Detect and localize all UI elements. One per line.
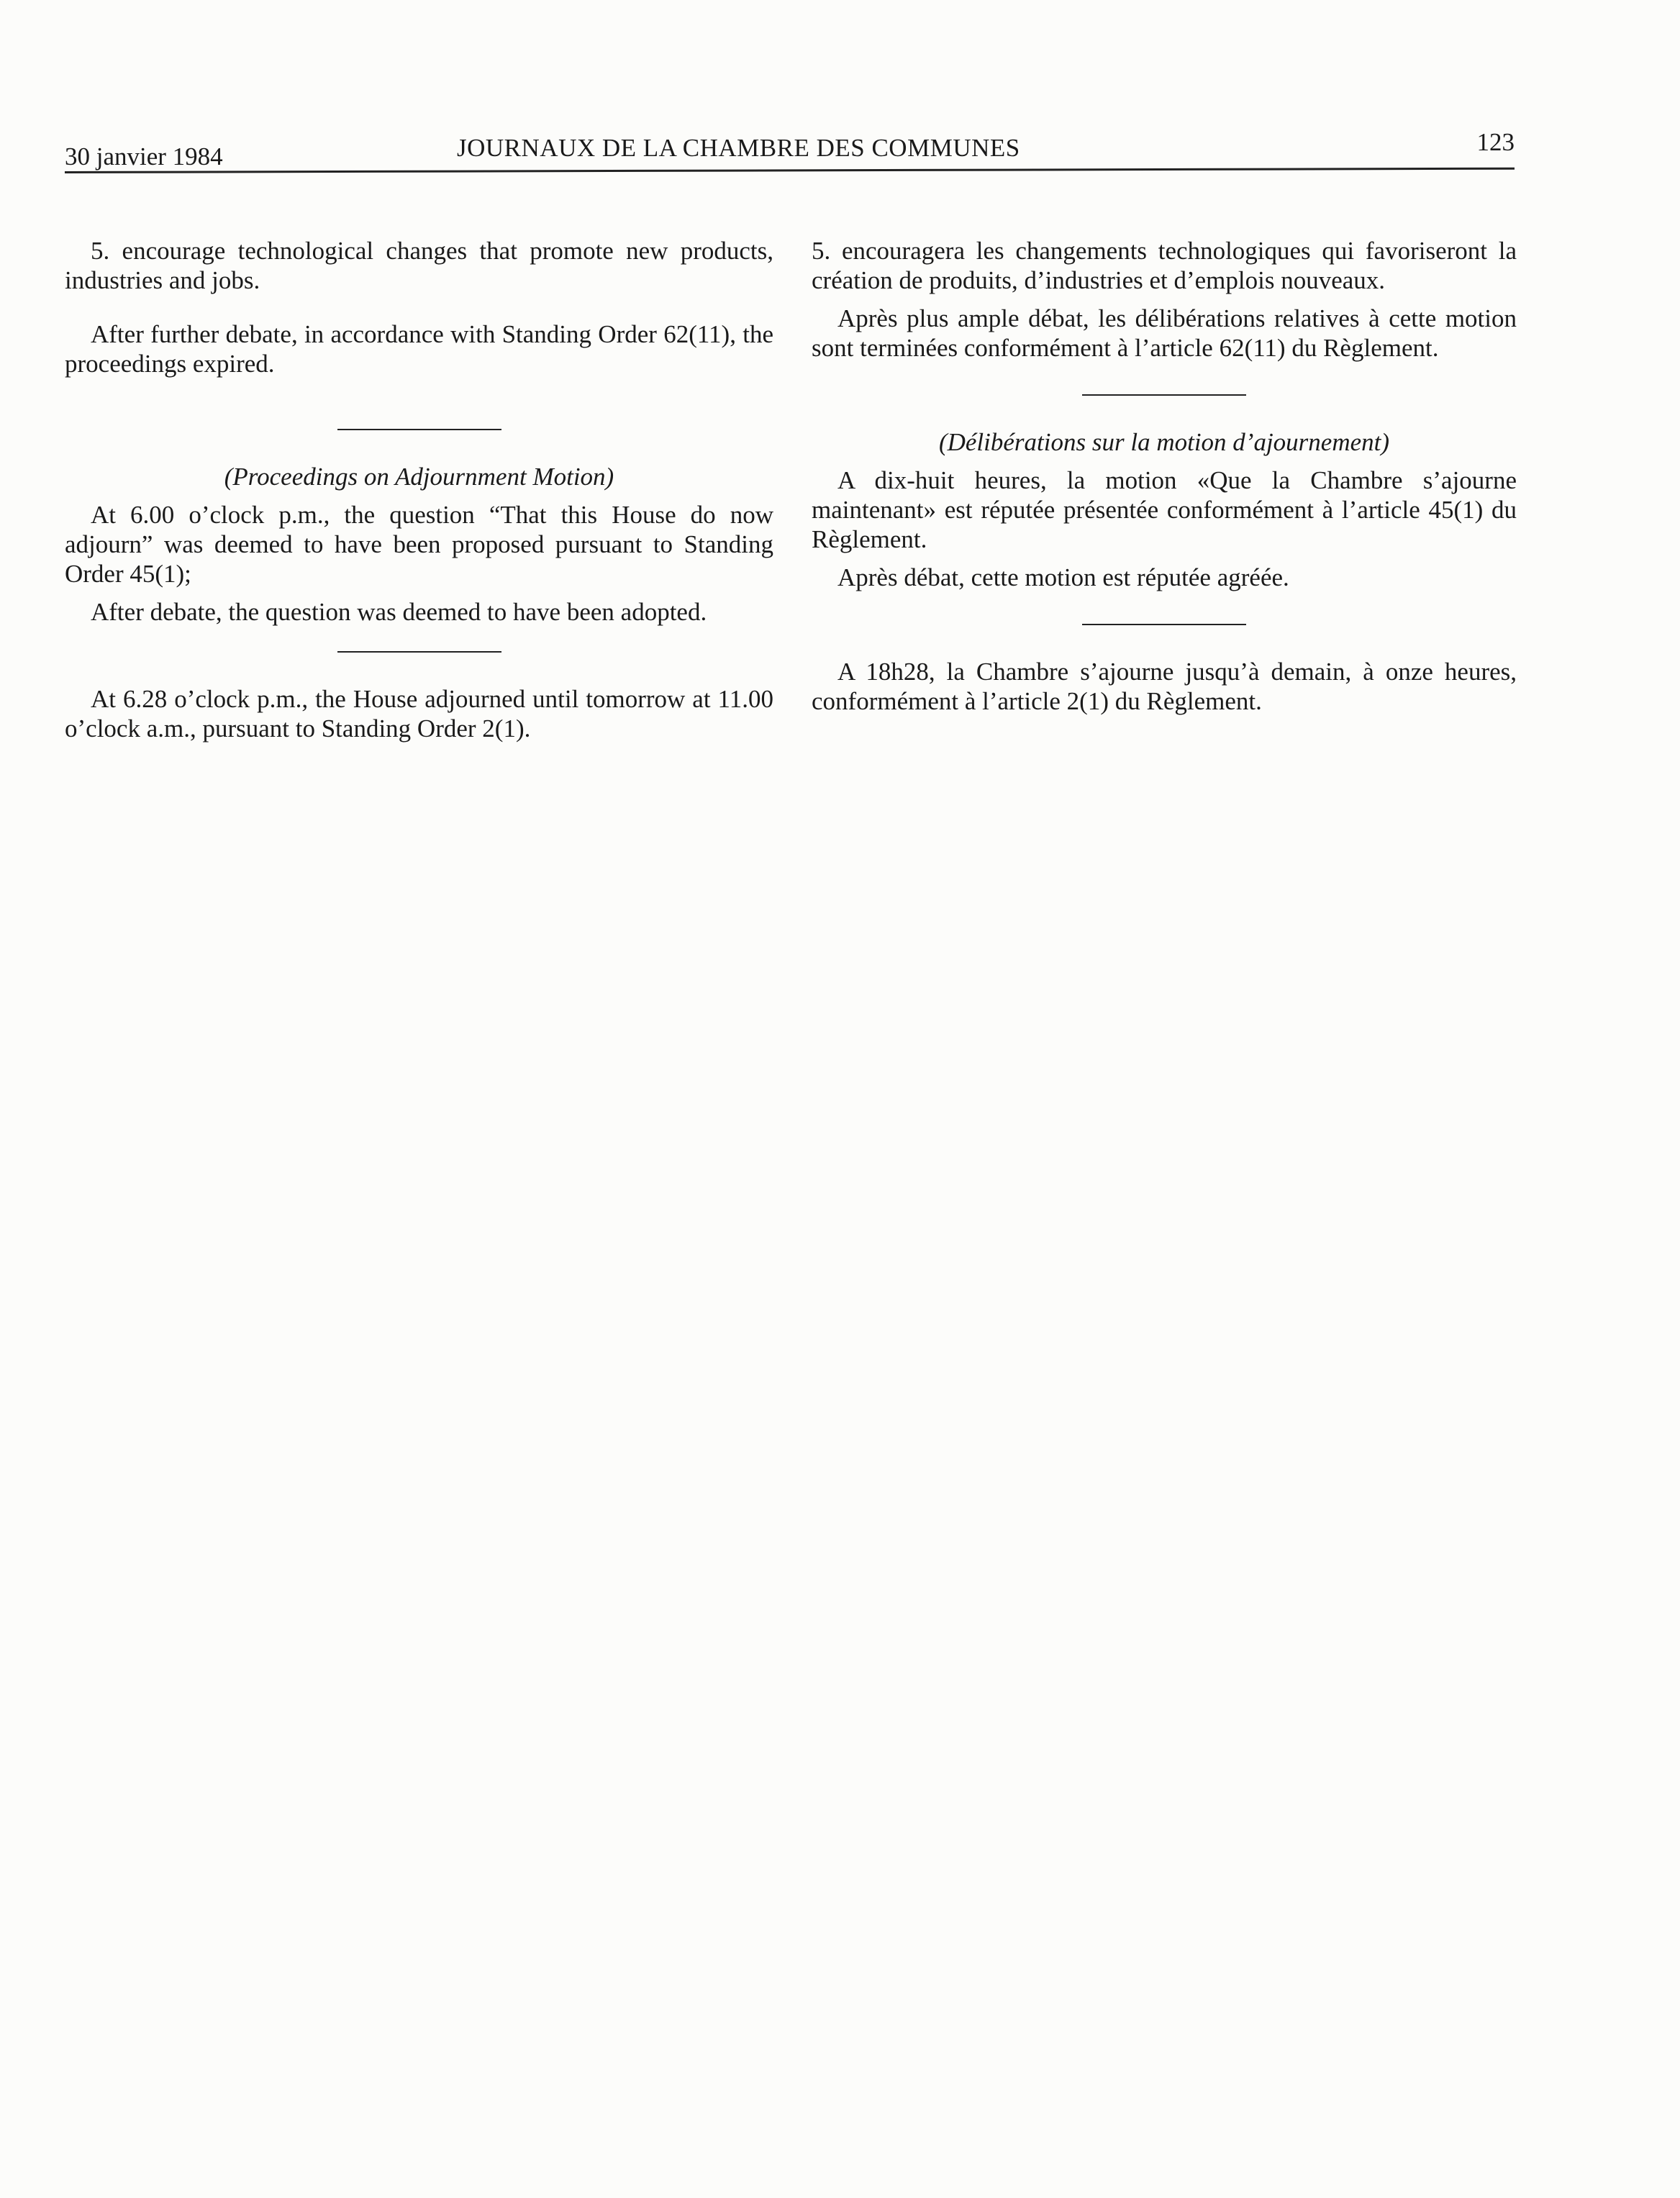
fr-further-debate: Après plus ample débat, les délibérations relatives à cette motion sont terminées conformément à l’article 62(11) du Règlement.: [812, 304, 1517, 362]
fr-adjournment-caption: (Délibérations sur la motion d’ajournement): [938, 428, 1390, 456]
en-house-adjourned: At 6.28 o’clock p.m., the House adjourned until tomorrow at 11.00 o’clock a.m., pursuant to Standing Order 2(1).: [65, 685, 773, 742]
fr-chambre-ajournee: A 18h28, la Chambre s’ajourne jusqu’à demain, à onze heures, conformément à l’article 2(1) du Règlement.: [812, 658, 1517, 715]
english-column: [65, 236, 773, 743]
journal-title: JOURNAUX DE LA CHAMBRE DES COMMUNES: [457, 134, 1020, 162]
page-number: 123: [1476, 128, 1515, 156]
en-after-debate: After debate, the question was deemed to have been adopted.: [91, 598, 707, 626]
en-adjournment-caption: (Proceedings on Adjournment Motion): [224, 463, 614, 491]
header-date: 30 janvier 1984: [65, 142, 223, 171]
en-further-debate: After further debate, in accordance with Standing Order 62(11), the proceedings expired.: [65, 320, 773, 378]
en-item-5: 5. encourage technological changes that promote new products, industries and jobs.: [65, 237, 773, 294]
en-adjournment-motion: At 6.00 o’clock p.m., the question “That this House do now adjourn” was deemed to have been proposed pursuant to Standing Order 45(1);: [65, 501, 773, 588]
french-column: [812, 236, 1517, 716]
fr-item-5: 5. encouragera les changements technologiques qui favoriseront la création de produits, d’industries et d’emplois nouveaux.: [812, 237, 1517, 294]
running-header: [65, 128, 1515, 171]
fr-after-debate: Après débat, cette motion est réputée agréée.: [837, 563, 1289, 591]
fr-adjournment-motion: A dix-huit heures, la motion «Que la Chambre s’ajourne maintenant» est réputée présentée conformément à l’article 45(1) du Règlement.: [812, 466, 1517, 553]
